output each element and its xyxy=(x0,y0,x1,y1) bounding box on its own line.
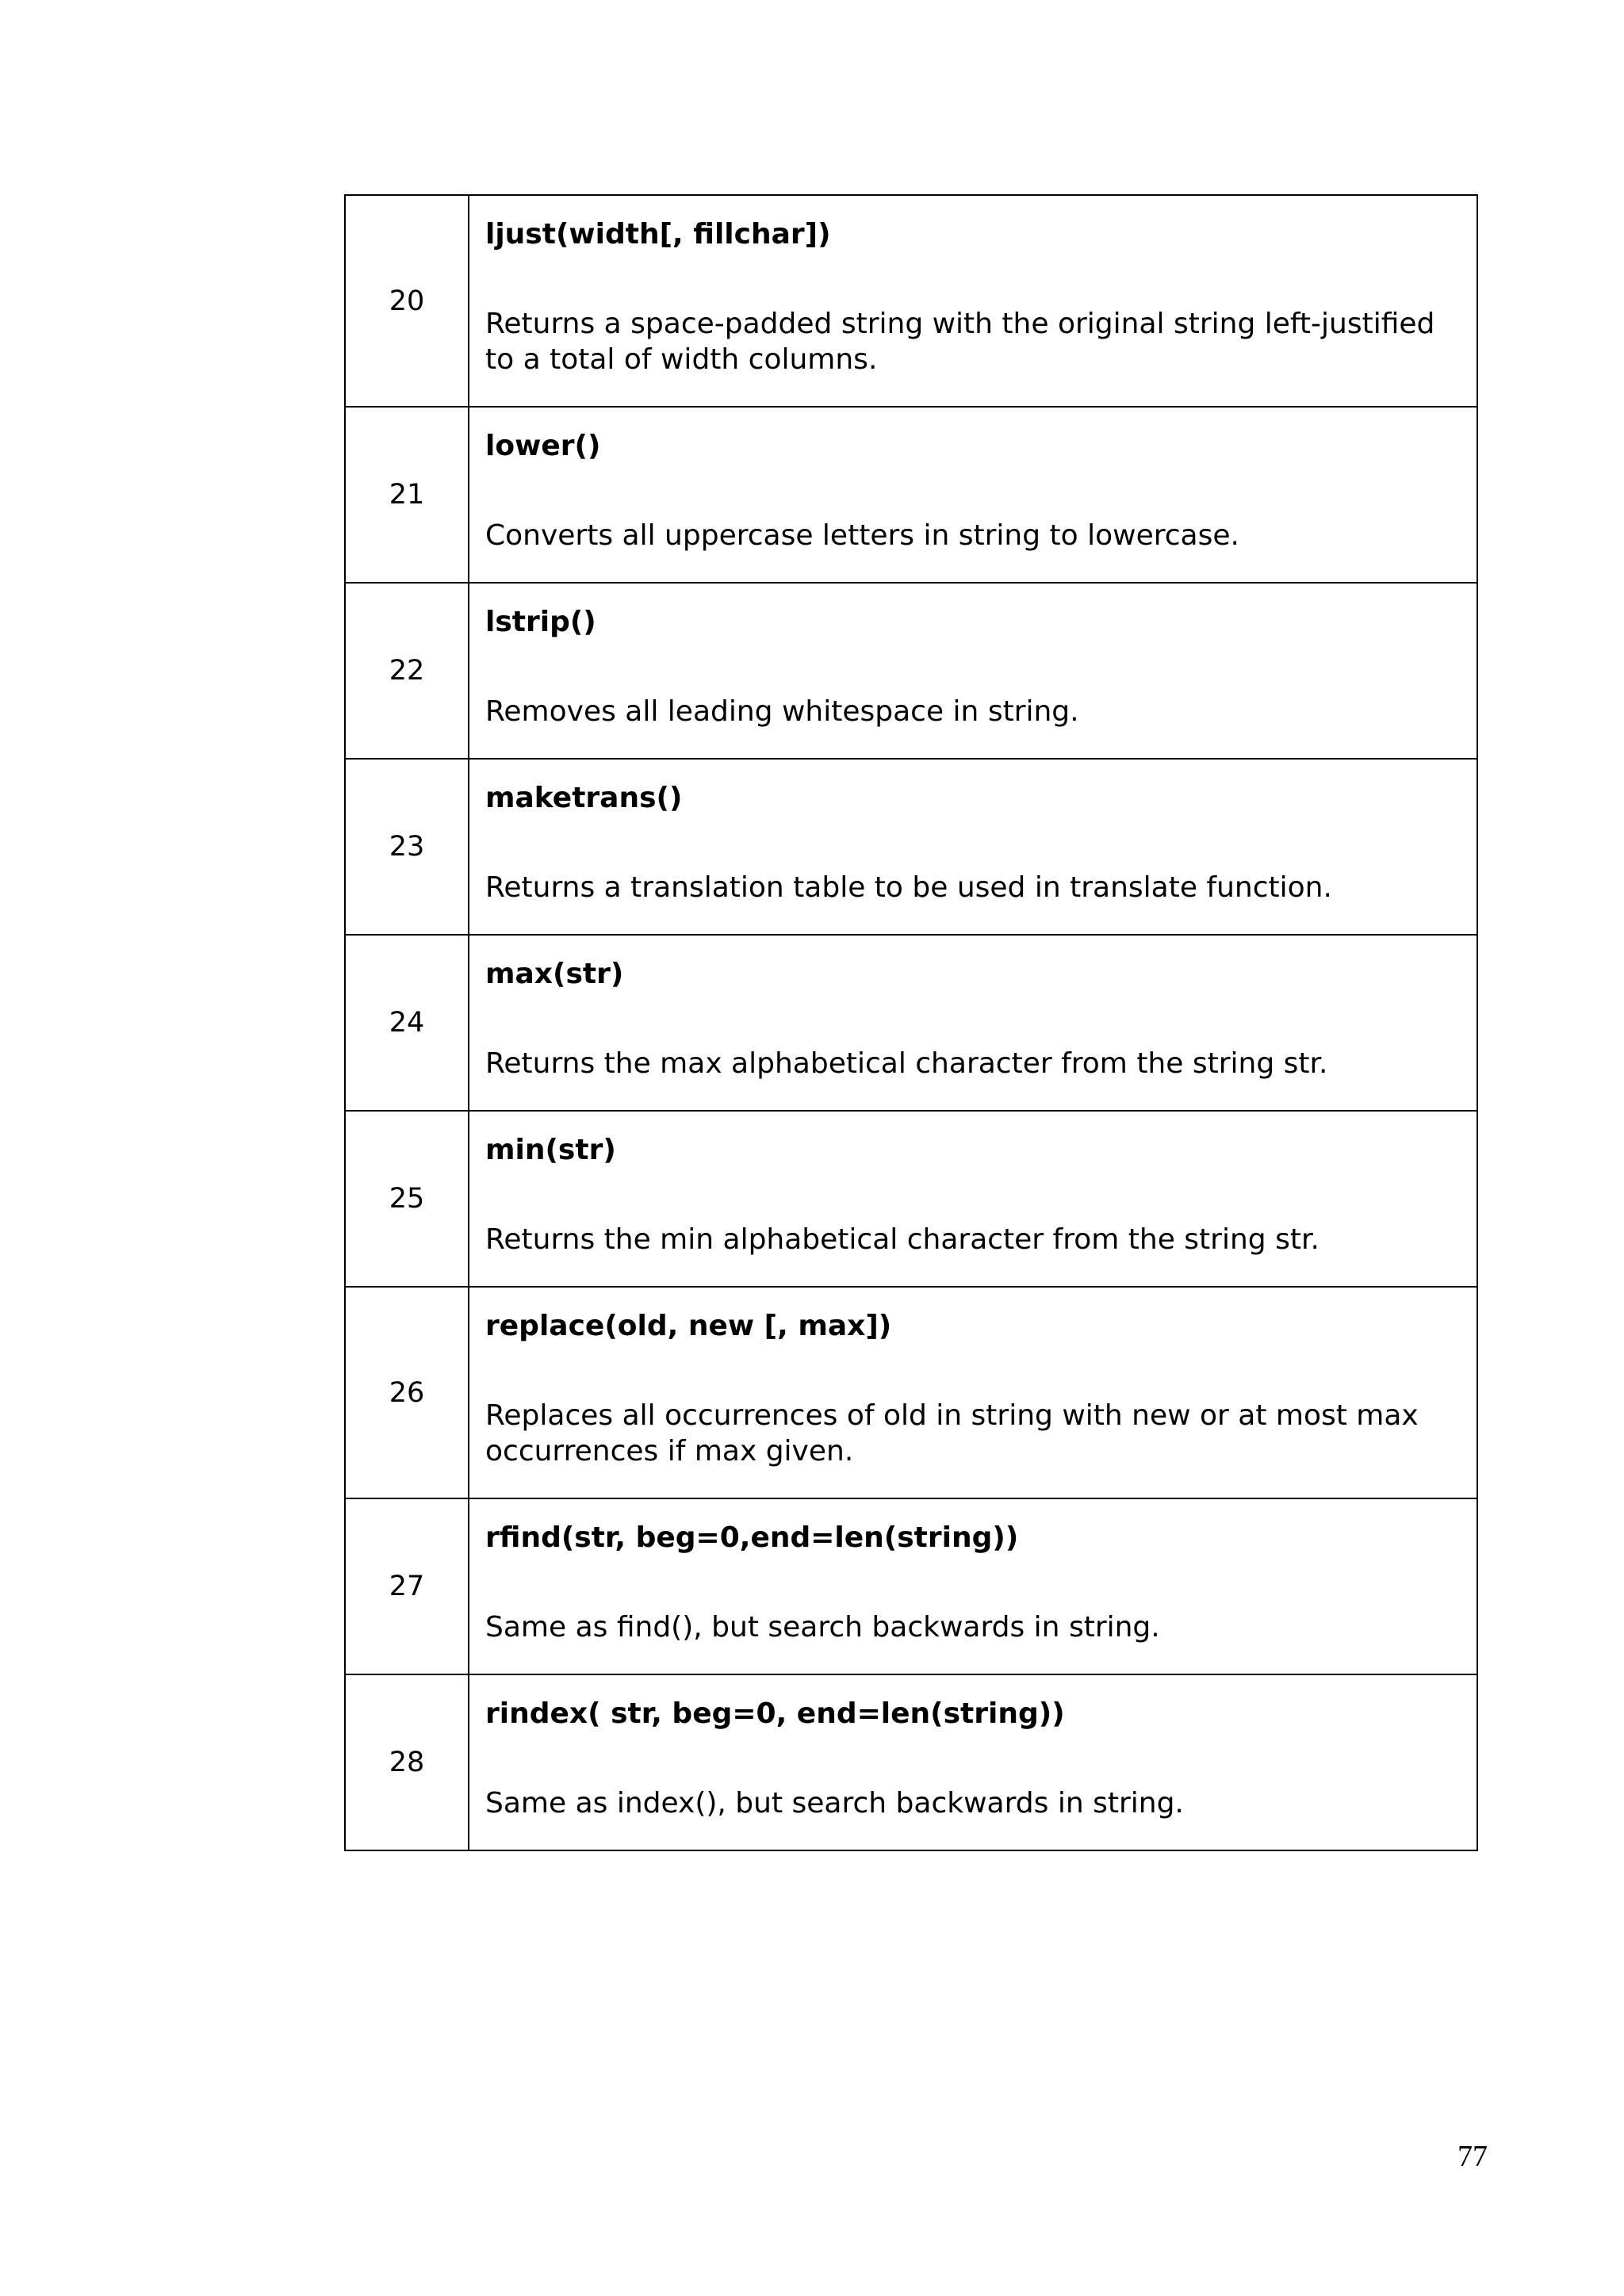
method-cell xyxy=(469,407,1477,583)
table-row xyxy=(345,1287,1477,1498)
row-number: 21 xyxy=(345,407,469,583)
table-row xyxy=(345,1498,1477,1674)
method-cell xyxy=(469,759,1477,935)
method-name: max(str) xyxy=(485,958,624,990)
page-number: 77 xyxy=(1457,2140,1488,2173)
row-number: 24 xyxy=(345,935,469,1111)
row-number: 23 xyxy=(345,759,469,935)
method-description: Returns a translation table to be used in translate function. xyxy=(485,871,1332,904)
method-name: maketrans() xyxy=(485,782,683,814)
method-description: Replaces all occurrences of old in string with new or at most max occurrences if max given. xyxy=(485,1399,1419,1468)
method-name: rindex( str, beg=0, end=len(string)) xyxy=(485,1697,1065,1730)
method-cell xyxy=(469,195,1477,407)
method-cell xyxy=(469,1111,1477,1287)
row-number: 25 xyxy=(345,1111,469,1287)
row-number: 26 xyxy=(345,1287,469,1498)
row-number: 20 xyxy=(345,195,469,407)
method-description: Returns the max alphabetical character from the string str. xyxy=(485,1047,1328,1080)
table-row xyxy=(345,1111,1477,1287)
method-name: lower() xyxy=(485,430,601,462)
method-cell xyxy=(469,1674,1477,1850)
method-cell xyxy=(469,583,1477,759)
method-name: min(str) xyxy=(485,1134,616,1166)
method-description: Converts all uppercase letters in string to lowercase. xyxy=(485,519,1239,552)
method-name: lstrip() xyxy=(485,606,596,638)
method-description: Returns a space-padded string with the original string left-justified to a total of width columns. xyxy=(485,308,1435,376)
method-cell xyxy=(469,935,1477,1111)
method-description: Removes all leading whitespace in string. xyxy=(485,695,1079,728)
table-row xyxy=(345,935,1477,1111)
method-cell xyxy=(469,1287,1477,1498)
method-name: replace(old, new [, max]) xyxy=(485,1310,892,1342)
table-row xyxy=(345,195,1477,407)
table-row xyxy=(345,583,1477,759)
table-row xyxy=(345,759,1477,935)
table-row xyxy=(345,407,1477,583)
row-number: 22 xyxy=(345,583,469,759)
method-description: Returns the min alphabetical character from the string str. xyxy=(485,1223,1320,1256)
method-description: Same as find(), but search backwards in string. xyxy=(485,1611,1160,1644)
table-row xyxy=(345,1674,1477,1850)
string-methods-table xyxy=(344,194,1478,1851)
method-name: ljust(width[, fillchar]) xyxy=(485,218,831,251)
method-cell xyxy=(469,1498,1477,1674)
row-number: 28 xyxy=(345,1674,469,1850)
row-number: 27 xyxy=(345,1498,469,1674)
method-description: Same as index(), but search backwards in string. xyxy=(485,1787,1184,1820)
method-name: rfind(str, beg=0,end=len(string)) xyxy=(485,1521,1019,1554)
